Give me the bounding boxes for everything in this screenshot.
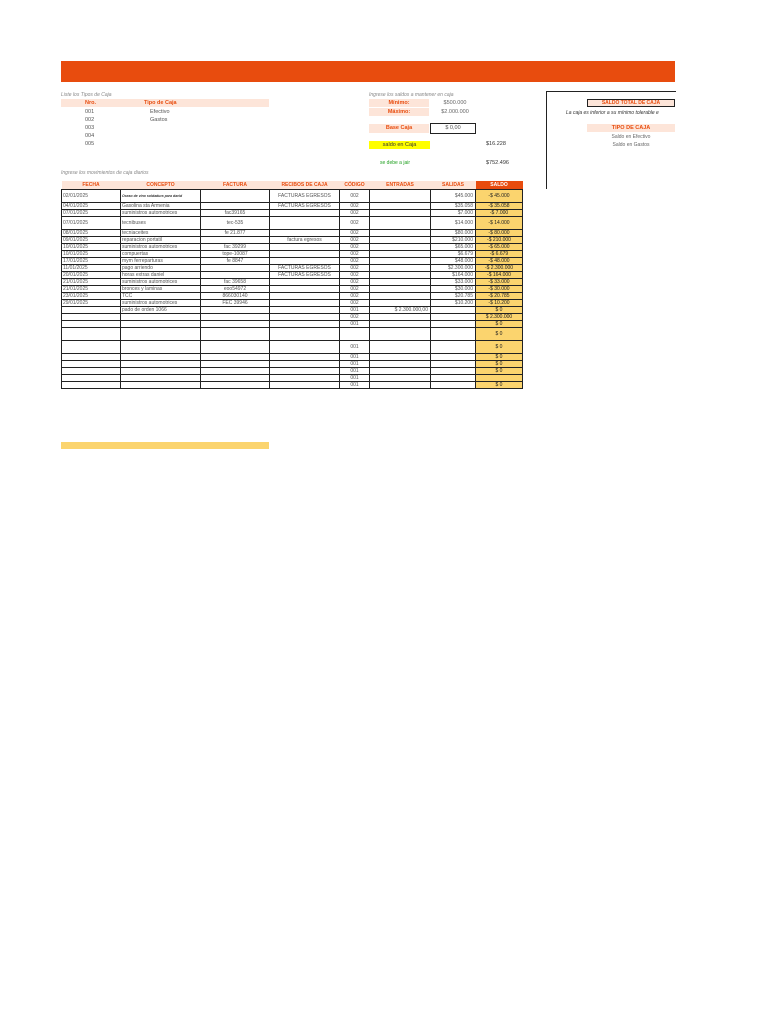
cell-saldo: -$ 35.058	[476, 202, 523, 209]
cell-fecha[interactable]	[62, 374, 121, 381]
cell-codigo[interactable]: 001	[340, 340, 370, 353]
cell-fecha[interactable]	[62, 327, 121, 340]
cell-recibos[interactable]	[270, 292, 340, 299]
cell-factura[interactable]: fac 39658	[201, 278, 270, 285]
cell-saldo: $ 0	[476, 360, 523, 367]
cell-saldo: $ 0	[476, 340, 523, 353]
cell-recibos[interactable]	[270, 327, 340, 340]
tipo-row	[61, 116, 269, 124]
cell-salidas[interactable]: $6.679	[431, 250, 476, 257]
cell-fecha[interactable]: 11/01/2025	[62, 264, 121, 271]
cell-concepto[interactable]: tecnibuses	[121, 216, 201, 229]
cell-fecha[interactable]: 09/01/2025	[62, 236, 121, 243]
yellow-summary-bar	[61, 442, 269, 449]
cell-factura[interactable]	[201, 313, 270, 320]
tipos-note: Liste los Tipos de Caja	[61, 92, 112, 98]
cell-saldo: $ 2.300.000	[476, 313, 523, 320]
table-row	[62, 374, 523, 381]
cell-salidas[interactable]	[431, 381, 476, 388]
table-row	[62, 271, 523, 278]
table-row	[62, 278, 523, 285]
table-row	[62, 313, 523, 320]
cell-codigo[interactable]: 002	[340, 236, 370, 243]
table-row	[62, 360, 523, 367]
cell-saldo: -$ 210.000	[476, 236, 523, 243]
cell-concepto[interactable]: tecniaceites	[121, 229, 201, 236]
cell-saldo: $ 0	[476, 353, 523, 360]
cell-saldo	[476, 374, 523, 381]
tipo-nro: 001	[85, 109, 95, 115]
cell-codigo[interactable]: 002	[340, 243, 370, 250]
cell-recibos[interactable]	[270, 278, 340, 285]
cell-factura[interactable]: eoo54972	[201, 285, 270, 292]
table-row	[62, 236, 523, 243]
cell-concepto[interactable]: suministros automotrices	[121, 209, 201, 216]
table-row	[62, 306, 523, 313]
table-row	[62, 209, 523, 216]
cell-saldo: $ 0	[476, 306, 523, 313]
cell-recibos[interactable]	[270, 360, 340, 367]
cell-salidas[interactable]: $7.000	[431, 209, 476, 216]
saldo-total-message: La caja es inferior a su mínimo tolerable e	[566, 110, 659, 116]
cell-entradas[interactable]	[370, 216, 431, 229]
cell-recibos[interactable]	[270, 313, 340, 320]
cell-saldo: -$ 30.000	[476, 285, 523, 292]
cell-factura[interactable]: fac39165	[201, 209, 270, 216]
cell-recibos[interactable]	[270, 229, 340, 236]
cell-entradas[interactable]	[370, 271, 431, 278]
cell-concepto[interactable]	[121, 353, 201, 360]
minimo-value[interactable]: $500.000	[443, 100, 467, 106]
tipo-row	[61, 108, 269, 116]
saldo-caja-value: $16.228	[486, 141, 506, 147]
header-banner	[61, 61, 675, 82]
cell-concepto[interactable]: suministros automotrices	[121, 243, 201, 250]
cell-concepto[interactable]: reparacion portatil	[121, 236, 201, 243]
table-row	[62, 250, 523, 257]
cell-fecha[interactable]: 20/01/2025	[62, 271, 121, 278]
cell-factura[interactable]	[201, 271, 270, 278]
cell-salidas[interactable]: $45.000	[431, 189, 476, 202]
cell-factura[interactable]: tope-10087	[201, 250, 270, 257]
cell-factura[interactable]	[201, 381, 270, 388]
cell-salidas[interactable]: $10.200	[431, 299, 476, 306]
saldo-caja-label: saldo en Caja	[369, 141, 430, 149]
cell-fecha[interactable]: 07/01/2025	[62, 209, 121, 216]
cell-codigo[interactable]: 002	[340, 250, 370, 257]
cell-salidas[interactable]	[431, 360, 476, 367]
table-row	[62, 353, 523, 360]
cell-factura[interactable]: 866030140	[201, 292, 270, 299]
table-row	[62, 264, 523, 271]
cell-entradas[interactable]	[370, 340, 431, 353]
cell-concepto[interactable]: suministros automotrices	[121, 278, 201, 285]
cell-factura[interactable]	[201, 320, 270, 327]
header-codigo: CÓDIGO	[340, 181, 370, 189]
cell-entradas[interactable]	[370, 236, 431, 243]
cell-concepto[interactable]: suministros automotrices	[121, 299, 201, 306]
cell-codigo[interactable]: 002	[340, 271, 370, 278]
cell-entradas[interactable]	[370, 202, 431, 209]
cell-saldo: -$ 48.000	[476, 257, 523, 264]
cell-fecha[interactable]	[62, 313, 121, 320]
table-row	[62, 229, 523, 236]
table-row	[62, 340, 523, 353]
cell-concepto[interactable]	[121, 320, 201, 327]
base-caja-label: Base Caja	[369, 124, 429, 133]
cell-salidas[interactable]	[431, 340, 476, 353]
cell-saldo: $ 0	[476, 327, 523, 340]
cell-salidas[interactable]	[431, 313, 476, 320]
table-row	[62, 381, 523, 388]
tipo-nombre[interactable]: Efectivo	[150, 109, 170, 115]
cell-codigo[interactable]: 002	[340, 216, 370, 229]
cell-factura[interactable]	[201, 353, 270, 360]
cell-entradas[interactable]	[370, 250, 431, 257]
cell-concepto[interactable]	[121, 374, 201, 381]
cell-recibos[interactable]	[270, 285, 340, 292]
cell-fecha[interactable]: 04/01/2025	[62, 202, 121, 209]
tipos-header	[61, 99, 269, 107]
cell-entradas[interactable]	[370, 360, 431, 367]
table-row	[62, 327, 523, 340]
cell-recibos[interactable]	[270, 299, 340, 306]
cell-salidas[interactable]: $210.000	[431, 236, 476, 243]
cell-entradas[interactable]	[370, 243, 431, 250]
cell-codigo[interactable]: 002	[340, 229, 370, 236]
cell-recibos[interactable]	[270, 353, 340, 360]
tipo-nro: 002	[85, 117, 95, 123]
cell-codigo[interactable]: 002	[340, 299, 370, 306]
header-concepto: CONCEPTO	[121, 181, 201, 189]
cell-fecha[interactable]: 10/01/2025	[62, 250, 121, 257]
cell-factura[interactable]	[201, 202, 270, 209]
cell-concepto[interactable]	[121, 313, 201, 320]
movimientos-note: Ingrese los movimientos de caja diarios	[61, 170, 149, 176]
saldo-total-title: SALDO TOTAL DE CAJA	[587, 99, 675, 107]
cell-factura[interactable]	[201, 367, 270, 374]
cell-concepto[interactable]	[121, 340, 201, 353]
cell-saldo: -$ 6.679	[476, 250, 523, 257]
cell-recibos[interactable]	[270, 216, 340, 229]
cell-recibos[interactable]	[270, 320, 340, 327]
cell-factura[interactable]	[201, 306, 270, 313]
cell-fecha[interactable]: 07/01/2025	[62, 216, 121, 229]
cell-salidas[interactable]: $65.000	[431, 243, 476, 250]
cell-entradas[interactable]	[370, 313, 431, 320]
cell-codigo[interactable]: 002	[340, 209, 370, 216]
cell-codigo[interactable]: 001	[340, 381, 370, 388]
cell-recibos[interactable]	[270, 367, 340, 374]
cell-fecha[interactable]	[62, 340, 121, 353]
cell-entradas[interactable]	[370, 209, 431, 216]
cell-concepto[interactable]: Gasolina sta Armenia	[121, 202, 201, 209]
cell-factura[interactable]	[201, 264, 270, 271]
cell-saldo: -$ 80.000	[476, 229, 523, 236]
cell-codigo[interactable]: 002	[340, 285, 370, 292]
header-recibos: RECIBOS DE CAJA	[270, 181, 340, 189]
table-row	[62, 202, 523, 209]
cell-factura[interactable]	[201, 360, 270, 367]
cell-salidas[interactable]: $164.000	[431, 271, 476, 278]
cell-fecha[interactable]: 17/01/2025	[62, 257, 121, 264]
cell-fecha[interactable]	[62, 367, 121, 374]
maximo-value[interactable]: $2.000.000	[441, 109, 469, 115]
cell-salidas[interactable]: $14.000	[431, 216, 476, 229]
tipo-nro: 004	[85, 133, 95, 139]
cell-fecha[interactable]: 29/01/2025	[62, 299, 121, 306]
cell-factura[interactable]	[201, 236, 270, 243]
cell-concepto[interactable]	[121, 367, 201, 374]
header-factura: FACTURA	[201, 181, 270, 189]
cell-saldo: $ 0	[476, 381, 523, 388]
cell-recibos[interactable]	[270, 250, 340, 257]
cell-concepto[interactable]: compuertas	[121, 250, 201, 257]
cell-concepto[interactable]: pado de orden 1066	[121, 306, 201, 313]
cell-saldo: -$ 164.000	[476, 271, 523, 278]
cell-codigo[interactable]: 002	[340, 257, 370, 264]
cell-concepto[interactable]: pago arriendo	[121, 264, 201, 271]
cell-entradas[interactable]	[370, 229, 431, 236]
tipo-nombre[interactable]: Gastos	[150, 117, 168, 123]
cell-entradas[interactable]	[370, 299, 431, 306]
cell-codigo[interactable]: 001	[340, 374, 370, 381]
cell-saldo: -$ 7.000	[476, 209, 523, 216]
cell-codigo[interactable]: 001	[340, 320, 370, 327]
header-entradas: ENTRADAS	[370, 181, 431, 189]
cell-codigo[interactable]: 001	[340, 360, 370, 367]
cell-concepto[interactable]: mym ferreparturas	[121, 257, 201, 264]
cell-entradas[interactable]	[370, 189, 431, 202]
table-row	[62, 243, 523, 250]
cell-factura[interactable]: fe 21.877	[201, 229, 270, 236]
cell-concepto[interactable]: bronces y laminas	[121, 285, 201, 292]
header-fecha: FECHA	[62, 181, 121, 189]
cell-saldo: -$ 20.785	[476, 292, 523, 299]
tipo-row	[61, 124, 269, 132]
cell-fecha[interactable]: 21/01/2025	[62, 285, 121, 292]
cell-codigo[interactable]: 001	[340, 306, 370, 313]
cell-salidas[interactable]	[431, 320, 476, 327]
cell-factura[interactable]	[201, 327, 270, 340]
table-row	[62, 367, 523, 374]
cell-saldo: -$ 45.000	[476, 189, 523, 202]
table-row	[62, 292, 523, 299]
cell-entradas[interactable]	[370, 320, 431, 327]
cell-saldo: $ 0	[476, 320, 523, 327]
tipo-row	[61, 132, 269, 140]
table-header-row	[62, 181, 523, 189]
cell-entradas[interactable]	[370, 278, 431, 285]
table-row	[62, 189, 523, 202]
cell-concepto[interactable]: horas extras daniel	[121, 271, 201, 278]
cell-salidas[interactable]: $20.785	[431, 292, 476, 299]
cell-concepto[interactable]: TCC	[121, 292, 201, 299]
cell-saldo: -$ 33.000	[476, 278, 523, 285]
cell-fecha[interactable]: 02/01/2025	[62, 189, 121, 202]
cell-codigo[interactable]: 002	[340, 292, 370, 299]
cell-salidas[interactable]	[431, 327, 476, 340]
table-row	[62, 299, 523, 306]
cell-entradas[interactable]	[370, 327, 431, 340]
cell-fecha[interactable]: 21/01/2025	[62, 278, 121, 285]
cell-recibos[interactable]	[270, 257, 340, 264]
cell-concepto[interactable]	[121, 360, 201, 367]
cell-entradas[interactable]	[370, 292, 431, 299]
cell-fecha[interactable]	[62, 381, 121, 388]
tipo-row	[61, 140, 269, 148]
saldos-note: Ingrese los saldos a mantener en caja	[369, 92, 454, 98]
cell-entradas[interactable]	[370, 285, 431, 292]
cell-salidas[interactable]	[431, 353, 476, 360]
cell-fecha[interactable]	[62, 306, 121, 313]
cell-factura[interactable]: fe 8847	[201, 257, 270, 264]
cell-entradas[interactable]	[370, 257, 431, 264]
base-caja-input[interactable]: $ 0,00	[430, 123, 476, 134]
cell-saldo: -$ 65.000	[476, 243, 523, 250]
tipos-header-tipo: Tipo de Caja	[144, 100, 177, 106]
table-row	[62, 285, 523, 292]
cell-salidas[interactable]: $33.000	[431, 278, 476, 285]
cell-codigo[interactable]: 002	[340, 202, 370, 209]
maximo-label: Máximo:	[369, 108, 429, 116]
cell-factura[interactable]: tec-535	[201, 216, 270, 229]
tipos-header-nro: Nro.	[85, 100, 96, 106]
cell-concepto[interactable]	[121, 327, 201, 340]
panel-item-gastos: Saldo en Gastos	[612, 142, 650, 148]
cell-codigo[interactable]	[340, 327, 370, 340]
cell-salidas[interactable]: $30.000	[431, 285, 476, 292]
cell-salidas[interactable]: $35.058	[431, 202, 476, 209]
table-row	[62, 320, 523, 327]
cell-recibos[interactable]: FACTURAS EGRESOS	[270, 202, 340, 209]
cell-concepto[interactable]: Ocaso de vino soldadura para david	[121, 189, 201, 202]
cell-salidas[interactable]	[431, 367, 476, 374]
cell-salidas[interactable]	[431, 306, 476, 313]
panel-tipo-header: TIPO DE CAJA	[587, 124, 675, 132]
cell-codigo[interactable]: 002	[340, 189, 370, 202]
cell-fecha[interactable]: 08/01/2025	[62, 229, 121, 236]
cell-recibos[interactable]	[270, 306, 340, 313]
cell-recibos[interactable]: factura egresos	[270, 236, 340, 243]
cell-fecha[interactable]: 23/01/2025	[62, 292, 121, 299]
minimo-label: Mínimo:	[369, 99, 429, 107]
cell-recibos[interactable]	[270, 381, 340, 388]
cell-fecha[interactable]	[62, 353, 121, 360]
cell-factura[interactable]: fac 39299	[201, 243, 270, 250]
cell-factura[interactable]: FEC 39946	[201, 299, 270, 306]
cell-recibos[interactable]: FACTURAS EGRESOS	[270, 189, 340, 202]
header-saldo: SALDO	[476, 181, 523, 189]
cell-entradas[interactable]	[370, 264, 431, 271]
cell-salidas[interactable]: $80.000	[431, 229, 476, 236]
cell-fecha[interactable]: 10/01/2025	[62, 243, 121, 250]
cell-recibos[interactable]	[270, 340, 340, 353]
cell-recibos[interactable]: FACTURAS EGRESOS	[270, 271, 340, 278]
cell-codigo[interactable]: 002	[340, 313, 370, 320]
panel-item-efectivo: Saldo en Efectivo	[611, 134, 651, 140]
cell-fecha[interactable]	[62, 320, 121, 327]
cell-codigo[interactable]: 001	[340, 367, 370, 374]
cell-recibos[interactable]	[270, 243, 340, 250]
tipo-nro: 005	[85, 141, 95, 147]
cell-salidas[interactable]	[431, 374, 476, 381]
movimientos-table	[61, 181, 523, 389]
header-salidas: SALIDAS	[431, 181, 476, 189]
table-row	[62, 257, 523, 264]
cell-factura[interactable]	[201, 374, 270, 381]
debe-label: se debe a jair	[380, 160, 411, 166]
tipo-nro: 003	[85, 125, 95, 131]
cell-recibos[interactable]	[270, 209, 340, 216]
cell-factura[interactable]	[201, 189, 270, 202]
cell-saldo: -$ 14.000	[476, 216, 523, 229]
cell-fecha[interactable]	[62, 360, 121, 367]
cell-entradas[interactable]	[370, 353, 431, 360]
cell-salidas[interactable]: $48.000	[431, 257, 476, 264]
cell-entradas[interactable]	[370, 381, 431, 388]
cell-saldo: -$ 10.200	[476, 299, 523, 306]
cell-codigo[interactable]: 002	[340, 264, 370, 271]
cell-entradas[interactable]	[370, 374, 431, 381]
cell-entradas[interactable]: $ 2.300.000,00	[370, 306, 431, 313]
cell-codigo[interactable]: 001	[340, 353, 370, 360]
cell-recibos[interactable]: FACTURAS EGRESOS	[270, 264, 340, 271]
cell-entradas[interactable]	[370, 367, 431, 374]
cell-salidas[interactable]: $2.300.000	[431, 264, 476, 271]
cell-saldo: $ 0	[476, 367, 523, 374]
cell-saldo: -$ 2.300.000	[476, 264, 523, 271]
cell-codigo[interactable]: 002	[340, 278, 370, 285]
table-row	[62, 216, 523, 229]
debe-value: $752.496	[486, 160, 509, 166]
cell-recibos[interactable]	[270, 374, 340, 381]
cell-factura[interactable]	[201, 340, 270, 353]
cell-concepto[interactable]	[121, 381, 201, 388]
